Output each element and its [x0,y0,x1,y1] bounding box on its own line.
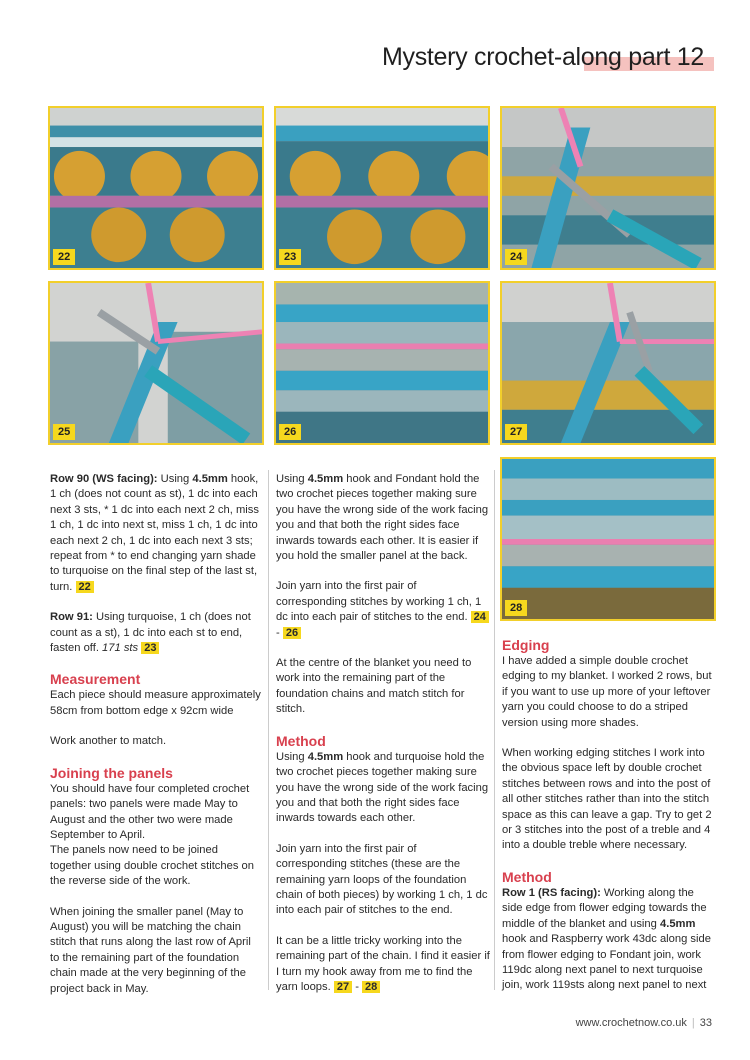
measurement-text: Each piece should measure approximately 58cm from bottom edge x 92cm wide [50,689,261,717]
text-column-3 [502,637,716,1009]
photo-22 [48,106,264,270]
photo-ref-badge: 27 [334,981,352,993]
crochet-photo-image [276,108,488,268]
row90-paragraph: Row 90 (WS facing): Using 4.5mm hook, 1 ch (does not count as st), 1 dc into each next 3 sts, * 1 dc into each next 2 ch, miss 1 ch, 1 dc into next st, miss 1 ch, 1 dc into each next 2 ch, 1 dc into each next 3 sts; repeat from * to end changing yarn shade to turquoise on the final step of the last st, turn. 22 [50,473,259,593]
photo-ref-badge: 23 [141,642,159,654]
photo-number-badge: 28 [505,600,527,616]
page-title: Mystery crochet-along part 12 [381,43,704,71]
photo-number-badge: 22 [53,249,75,265]
crochet-photo-image [502,459,714,619]
photo-23 [274,106,490,270]
photo-number-badge: 24 [505,249,527,265]
method-paragraph: Using 4.5mm hook and turquoise hold the two crochet pieces together making sure you have the wrong side of the work facing you and that both the right sides face inwards towards each other. [276,750,489,825]
page-footer [576,1017,712,1029]
photo-27 [500,281,716,445]
text-column-2 [276,472,490,1010]
method-paragraph: It can be a little tricky working into the remaining part of the chain. I find it easier if I turn my hook away from me to find the yarn loops. 27 - 28 [276,934,490,993]
column-divider [494,470,495,990]
crochet-photo-image [50,283,262,443]
text-column-1 [50,472,262,1012]
join-yarn-paragraph: Join yarn into the first pair of corresponding stitches by working 1 ch, 1 dc into each pair of stitches to the end. 24 - 26 [276,579,490,641]
crochet-photo-image [276,283,488,443]
row91-paragraph: Row 91: Using turquoise, 1 ch (does not count as a st), 1 dc into each st to end, fasten off. 171 sts 23 [50,611,251,655]
photo-28 [500,457,716,621]
column-divider [268,470,269,990]
edging-heading: Edging [502,637,550,653]
centre-paragraph: At the centre of the blanket you need to work into the remaining part of the foundation chains and match stitch for stitch. [276,657,472,716]
joining-text: You should have four completed crochet panels: two panels were made May to August and the other two were made September to April. [50,782,250,841]
photo-number-badge: 25 [53,424,75,440]
photo-24 [500,106,716,270]
method-heading: Method [502,868,552,885]
photo-25 [48,281,264,445]
measurement-heading: Measurement [50,671,141,688]
photo-26 [274,281,490,445]
joining-text: When joining the smaller panel (May to August) you will be matching the chain stitch that runs along the last row of April to the remaining part of the foundation chain made at the very beginning of the project back in May. [50,905,251,995]
crochet-photo-image [502,108,714,268]
crochet-photo-image [502,283,714,443]
method-paragraph: Join yarn into the first pair of corresponding stitches (these are the remaining yarn loops of the foundation chain of both pieces) by working 1 ch, 1 dc into each pair of stitches to the end. [276,842,488,917]
joining-text: The panels now need to be joined together using double crochet stitches on the reverse side of the work. [50,844,254,888]
photo-number-badge: 27 [505,424,527,440]
edging-paragraph: When working edging stitches I work into the obvious space left by double crochet stitches between rows and into the post of all other stitches rather than into the stitch space as this can leave a gap. Try to get 2 or 3 stitches into the post of a treble and 4 into a double treble where necessary. [502,747,712,852]
crochet-photo-image [50,108,262,268]
photo-number-badge: 26 [279,424,301,440]
photo-ref-badge: 26 [283,627,301,639]
row1-paragraph: Row 1 (RS facing): Working along the side edge from flower edging towards the middle of the blanket and using 4.5mm hook and Raspberry work 43dc along side from flower edging to Fondant join, work 119dc along next panel to next turquoise join, work 119sts along next panel to next [502,886,711,992]
joining-heading: Joining the panels [50,764,173,781]
method-heading: Method [276,732,326,749]
footer-separator: | [691,1017,695,1029]
website-url: www.crochetnow.co.uk [575,1017,687,1029]
edging-paragraph: I have added a simple double crochet edging to my blanket. I worked 2 rows, but if you want to use up more of your leftover yarn you could choose to do a striped version using more shades. [502,655,712,729]
photo-ref-badge: 22 [76,581,94,593]
photo-number-badge: 23 [279,249,301,265]
work-another-text: Work another to match. [50,735,167,748]
page-number: 33 [699,1017,712,1029]
photo-ref-badge: 28 [362,981,380,993]
holding-paragraph: Using 4.5mm hook and Fondant hold the two crochet pieces together making sure you have the wrong side of the work facing you and that both the right sides face inwards towards each other. It is easier if you hold the smaller panel at the back. [276,473,489,563]
photo-ref-badge: 24 [471,611,489,623]
